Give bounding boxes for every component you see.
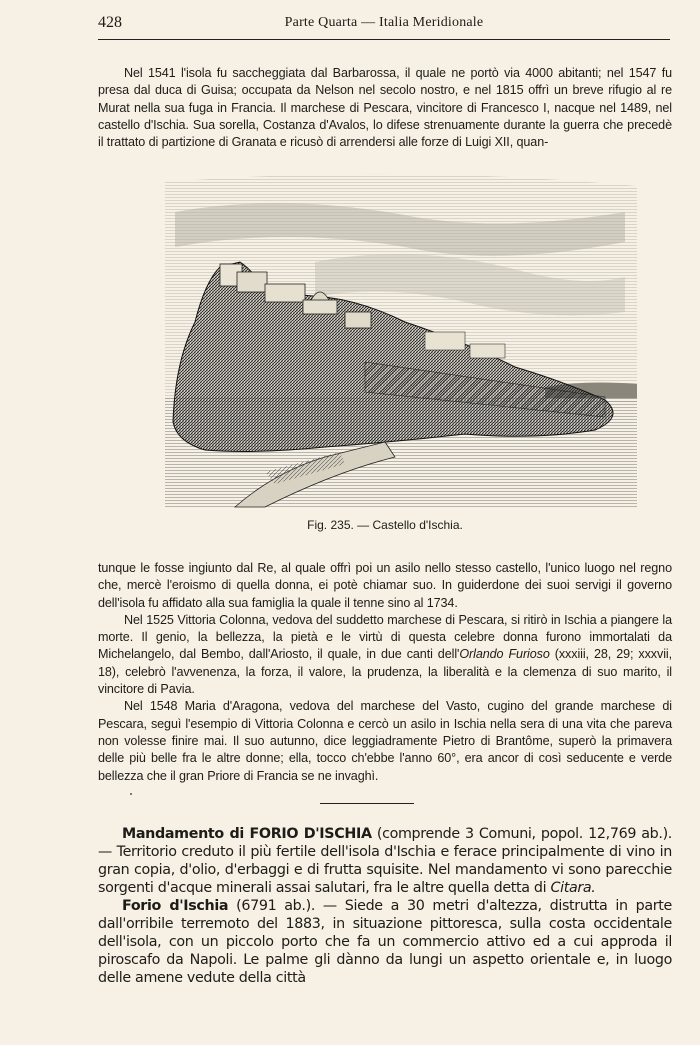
paragraph-1525-text-end: (xxxiii, 28, 29; xxxvii, 18), celebrò l'avvenenza, la forza, il valore, la prudenza, la liberalità e la clemenza di suo marito, il vincitore di Pavia. — [98, 647, 672, 697]
section-separator — [320, 803, 414, 804]
engraving-illustration — [165, 172, 637, 510]
forio-text: (6791 ab.). — Siede a 30 metri d'altezza, distrutta in parte dall'orribile terremoto del 1883, in situazione pittoresca, sulla costa occidentale dell'isola, con un piccolo porto che fa un commercio attivo ed a cui approda il piroscafo da Napoli. Le palme gli dànno da lungi un aspetto orientale e, in luogo delle amene vedute della città — [98, 898, 672, 986]
running-header — [98, 14, 670, 36]
history-continuation — [98, 560, 672, 785]
mandamento-text: (comprende 3 Comuni, popol. 12,769 ab.). — Territorio creduto il più fertile dell'isola d'Ischia e ferace principalmente di vino in gran copia, d'olio, d'erbaggi e di frutta squisite. Nel mandamento vi sono parecchie sorgenti d'acque minerali assai salutari, fra le altre quella detta di — [98, 826, 673, 896]
figure-castello-ischia — [165, 172, 637, 510]
mandamento-heading: Mandamento di FORIO D'ISCHIA — [122, 826, 372, 842]
mandamento-paragraph — [98, 825, 672, 897]
paragraph-1525 — [98, 612, 672, 698]
forio-heading: Forio d'Ischia — [122, 898, 229, 914]
paragraph-1548: Nel 1548 Maria d'Aragona, vedova del marchese del Vasto, cugino del grande marchese di Pescara, seguì l'esempio di Vittoria Colonna e cercò un asilo in Ischia nella sera di una vita che pareva non volesse finire mai. Il suo autunno, dice leggiadramente Pietro di Brantôme, superò la primavera delle più belle fra le altre donne; ella, tocco ch'ebbe l'anno 60°, era ancor di così seducente e verde bellezza che il gran Priore di Francia se ne invaghì. — [98, 699, 672, 783]
running-title: Parte Quarta — Italia Meridionale — [284, 15, 484, 30]
figure-caption: Fig. 235. — Castello d'Ischia. — [307, 518, 463, 532]
stray-mark — [130, 793, 132, 795]
orlando-furioso-title: Orlando Furioso — [459, 647, 550, 662]
mandamento-section — [98, 825, 672, 987]
paragraph-1525-text: Nel 1525 Vittoria Colonna, vedova del suddetto marchese di Pescara, si ritirò in Ischia a piangere la morte. Il genio, la bellezza, la pietà e le virtù di questa celebre donna furono immortalati da Michelangelo, dal Bembo, dall'Ariosto, il quale, in due canti dell' — [98, 612, 672, 662]
history-paragraph — [98, 65, 672, 151]
forio-paragraph — [98, 897, 672, 987]
header-rule — [98, 39, 670, 40]
paragraph-1541: Nel 1541 l'isola fu saccheggiata dal Barbarossa, il quale ne portò via 4000 abitanti; nel 1547 fu presa dal duca di Guisa; occupata da Nelson nel secolo nostro, e nel 1815 offrì un breve rifugio al re Murat nella sua fuga in Francia. Il marchese di Pescara, vincitore di Francesco I, nacque nel 1489, nel castello d'Ischia. Sua sorella, Costanza d'Avalos, lo difese strenuamente durante la guerra che precedè il trattato di partizione di Granata e ricusò di arrendersi alle forze di Luigi XII, quan- — [98, 66, 672, 150]
paragraph-continued: tunque le fosse ingiunto dal Re, al quale offrì poi un asilo nello stesso castello, l'unico luogo nel regno che, mercè l'eroismo di quella donna, ei potè chiamar suo. In guiderdone dei suoi servigi il governo dell'isola fu affidato alla sua famiglia la quale il tenne sino al 1734. — [98, 561, 672, 610]
page-number: 428 — [98, 14, 122, 31]
citara-name: Citara. — [550, 880, 596, 896]
